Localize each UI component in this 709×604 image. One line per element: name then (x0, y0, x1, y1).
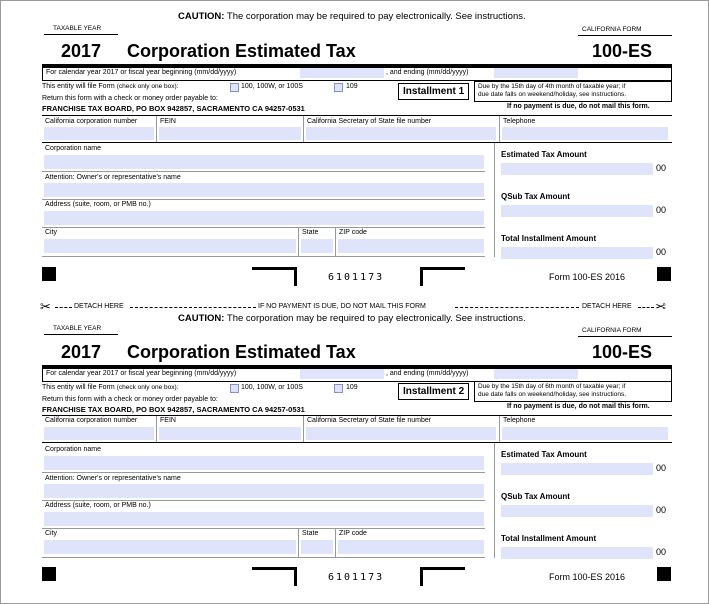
corp-number-input[interactable] (44, 127, 154, 140)
option-109-label: 109 (346, 83, 358, 90)
caution-line: CAUTION: The corporation may be required to pay electronically. See instructions. (178, 11, 526, 22)
fiscal-end-input[interactable] (494, 68, 578, 78)
scissors-icon-right: ✂ (655, 299, 666, 314)
taxable-year-label: TAXABLE YEAR (53, 325, 102, 332)
voucher-1 (0, 0, 709, 300)
estimated-tax-input[interactable] (501, 463, 653, 475)
address-input[interactable] (44, 512, 484, 526)
qsub-tax-input[interactable] (501, 205, 653, 217)
alignment-mark-right (657, 267, 671, 281)
checkbox-100[interactable] (230, 83, 239, 92)
total-installment-label: Total Installment Amount (501, 234, 597, 243)
caution-line: CAUTION: The corporation may be required to pay electronically. See instructions. (178, 313, 526, 324)
calendar-label-end: , and ending (mm/dd/yyyy) (386, 370, 469, 377)
estimated-tax-cents: 00 (656, 163, 667, 173)
detach-right-label: DETACH HERE (582, 303, 632, 310)
qsub-tax-cents: 00 (656, 205, 667, 215)
telephone-input[interactable] (502, 427, 668, 440)
detach-left-label: DETACH HERE (74, 303, 124, 310)
estimated-tax-label: Estimated Tax Amount (501, 150, 587, 159)
taxable-year-label: TAXABLE YEAR (53, 25, 102, 32)
bracket-left (252, 267, 297, 286)
address-label: Address (suite, room, or PMB no.) (45, 502, 151, 509)
tax-year: 2017 (61, 41, 102, 61)
footer-form-label: Form 100-ES 2016 (549, 572, 626, 582)
state-input[interactable] (301, 239, 333, 253)
due-line-2: due date falls on weekend/holiday, see instructions. (478, 91, 627, 98)
california-form-label: CALIFORNIA FORM (582, 26, 642, 33)
scan-code: 6101173 (328, 272, 385, 283)
total-installment-cents: 00 (656, 247, 667, 257)
scissors-icon: ✂ (40, 299, 51, 314)
fein-label: FEIN (160, 118, 176, 125)
address-label: Address (suite, room, or PMB no.) (45, 201, 151, 208)
city-label: City (45, 229, 58, 236)
sos-input[interactable] (306, 427, 496, 440)
total-installment-input[interactable] (501, 247, 653, 259)
entity-label: This entity will file Form (check only one box): (42, 83, 179, 90)
estimated-tax-label: Estimated Tax Amount (501, 450, 587, 459)
form-number: 100-ES (592, 41, 653, 61)
form-title: Corporation Estimated Tax (127, 342, 356, 362)
alignment-mark-left (42, 267, 56, 281)
corp-number-input[interactable] (44, 427, 154, 440)
zip-label: ZIP code (339, 229, 367, 236)
bracket-right (420, 567, 465, 586)
california-form-label: CALIFORNIA FORM (582, 327, 642, 334)
fein-input[interactable] (159, 127, 301, 140)
due-line-1: Due by the 15th day of 4th month of taxable year; if (478, 83, 626, 90)
zip-label: ZIP code (339, 530, 367, 537)
fiscal-begin-input[interactable] (300, 68, 384, 78)
corp-name-label: Corporation name (45, 145, 102, 152)
no-payment-note: If no payment is due, do not mail this form. (507, 103, 650, 110)
city-input[interactable] (44, 239, 296, 253)
option-109-label: 109 (346, 384, 358, 391)
city-label: City (45, 530, 58, 537)
alignment-mark-left (42, 567, 56, 581)
calendar-label-start: For calendar year 2017 or fiscal year beginning (mm/dd/yyyy) (46, 69, 237, 76)
attention-label: Attention: Owner's or representative's name (45, 475, 181, 482)
qsub-tax-input[interactable] (501, 505, 653, 517)
zip-input[interactable] (338, 239, 484, 253)
attention-input[interactable] (44, 484, 484, 498)
calendar-label-start: For calendar year 2017 or fiscal year beginning (mm/dd/yyyy) (46, 370, 237, 377)
qsub-tax-label: QSub Tax Amount (501, 192, 570, 201)
corp-number-label: California corporation number (45, 417, 138, 424)
ftb-address: FRANCHISE TAX BOARD, PO BOX 942857, SACRAMENTO CA 94257-0531 (42, 405, 305, 414)
estimated-tax-input[interactable] (501, 163, 653, 175)
return-text: Return this form with a check or money order payable to: (42, 95, 218, 102)
detach-middle-label: IF NO PAYMENT IS DUE, DO NOT MAIL THIS FORM (258, 303, 426, 310)
telephone-label: Telephone (503, 118, 536, 125)
option-100-label: 100, 100W, or 100S (241, 384, 303, 391)
calendar-label-end: , and ending (mm/dd/yyyy) (386, 69, 469, 76)
zip-input[interactable] (338, 540, 484, 554)
sos-input[interactable] (306, 127, 496, 140)
city-input[interactable] (44, 540, 296, 554)
fein-label: FEIN (160, 417, 176, 424)
installment-label: Installment 1 (398, 83, 469, 100)
qsub-tax-cents: 00 (656, 505, 667, 515)
fein-input[interactable] (159, 427, 301, 440)
state-label: State (302, 229, 319, 236)
estimated-tax-cents: 00 (656, 463, 667, 473)
telephone-input[interactable] (502, 127, 668, 140)
footer-form-label: Form 100-ES 2016 (549, 272, 626, 282)
ftb-address: FRANCHISE TAX BOARD, PO BOX 942857, SACRAMENTO CA 94257-0531 (42, 104, 305, 113)
scan-code: 6101173 (328, 572, 385, 583)
due-line-1: Due by the 15th day of 6th month of taxable year; if (478, 383, 626, 390)
total-installment-cents: 00 (656, 547, 667, 557)
tax-year: 2017 (61, 342, 102, 362)
return-text: Return this form with a check or money order payable to: (42, 396, 218, 403)
corp-name-input[interactable] (44, 456, 484, 470)
alignment-mark-right (657, 567, 671, 581)
option-100-label: 100, 100W, or 100S (241, 83, 303, 90)
attention-input[interactable] (44, 183, 484, 197)
total-installment-input[interactable] (501, 547, 653, 559)
bracket-right (420, 267, 465, 286)
voucher-2 (0, 301, 709, 601)
checkbox-100[interactable] (230, 384, 239, 393)
total-installment-label: Total Installment Amount (501, 534, 597, 543)
corp-name-input[interactable] (44, 155, 484, 169)
state-input[interactable] (301, 540, 333, 554)
attention-label: Attention: Owner's or representative's name (45, 174, 181, 181)
installment-label: Installment 2 (398, 383, 469, 400)
entity-label: This entity will file Form (check only one box): (42, 384, 179, 391)
checkbox-109[interactable] (334, 83, 343, 92)
bracket-left (252, 567, 297, 586)
checkbox-109[interactable] (334, 384, 343, 393)
no-payment-note: If no payment is due, do not mail this form. (507, 403, 650, 410)
sos-label: California Secretary of State file number (307, 118, 432, 125)
state-label: State (302, 530, 319, 537)
form-number: 100-ES (592, 342, 653, 362)
address-input[interactable] (44, 211, 484, 225)
telephone-label: Telephone (503, 417, 536, 424)
qsub-tax-label: QSub Tax Amount (501, 492, 570, 501)
corp-number-label: California corporation number (45, 118, 138, 125)
fiscal-begin-input[interactable] (300, 369, 384, 379)
sos-label: California Secretary of State file number (307, 417, 432, 424)
form-title: Corporation Estimated Tax (127, 41, 356, 61)
corp-name-label: Corporation name (45, 446, 102, 453)
due-line-2: due date falls on weekend/holiday, see instructions. (478, 391, 627, 398)
fiscal-end-input[interactable] (494, 369, 578, 379)
